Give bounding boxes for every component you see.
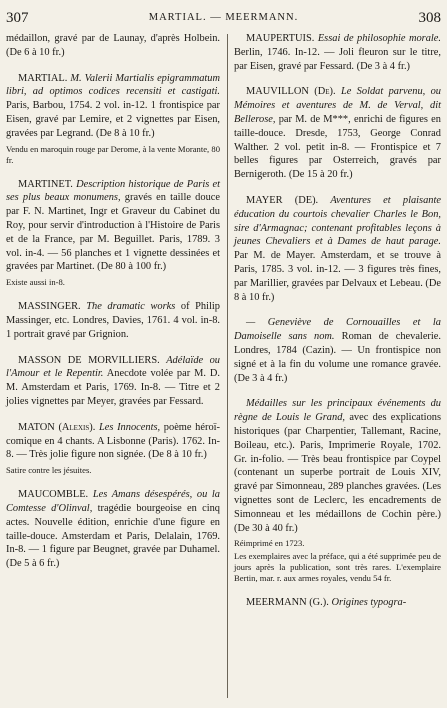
entry-author: MAUPERTUIS. xyxy=(246,33,315,44)
entry-holbein-continuation xyxy=(6,32,220,60)
entry-title: Origines typogra- xyxy=(331,597,407,609)
entry-text: avec des explications historiques (par Charpentier, Tallemant, Racine, Boileau, etc.). Paris, Imprimerie Royale, 1702. Gr. in-folio. — Très beau frontispice par Coypel (contenant un superbe portrait de Louis XIV, gravé par Simonneau, 289 planches gravées. (Les vignettes sont de Leclerc, les encadrements de Simonneau et les médaillons de Cochin père.) (De 30 à 40 fr.) xyxy=(234,412,441,534)
entry-mauvillon xyxy=(234,85,441,182)
entry-text: poème héroï-comique en 4 chants. A Lisbonne (Paris). 1762. In-8. — Très jolie figure non signée. (De 8 à 10 fr.) xyxy=(6,421,220,461)
entry-genevieve-de-cornouailles xyxy=(234,316,441,385)
entry-author: MAUCOMBLE. xyxy=(18,489,89,501)
entry-note: Existe aussi in-8. xyxy=(6,277,65,288)
entry-author: MAYER (DE). xyxy=(246,194,319,206)
entry-massinger xyxy=(6,300,220,341)
entry-title: Description historique de Paris et ses plus beaux monumens, xyxy=(6,178,220,204)
entry-medailles xyxy=(234,397,441,535)
entry-author: MASSON DE MORVILLIERS. xyxy=(18,354,160,366)
entry-note: Satire contre les jésuites. xyxy=(6,465,92,476)
entry-title: Le Soldat parvenu, ou Mémoires et aventures de M. de Verval, dit Bellerose, xyxy=(234,86,441,125)
page-number-left: 307 xyxy=(6,10,29,26)
entry-note: Les exemplaires avec la préface, qui a été supprimée peu de jours après la publication, sont très rares. L'exemplaire Bertin, mar. r. aux armes royales, vendu 54 fr. xyxy=(234,551,441,584)
entry-author: MARTINET. xyxy=(18,178,73,190)
entry-maucomble xyxy=(6,488,220,571)
entry-note: Vendu en maroquin rouge par Derome, à la vente Morante, 80 fr. xyxy=(6,143,220,165)
entry-author: MAUVILLON (De). xyxy=(246,86,336,98)
running-header xyxy=(6,10,441,28)
entry-title: The dramatic works xyxy=(86,301,176,313)
page-number-right: 308 xyxy=(418,10,441,26)
entry-author: MEERMANN (G.). xyxy=(246,597,329,609)
entry-maupertuis xyxy=(234,32,441,73)
entry-title: Aventures et plaisante éducation du courtois chevalier Charles le Bon, sire d'Armagnac; contenant profitables leçons à jeunes Chevaliers et à Dames de haut parage. xyxy=(234,194,441,248)
entry-title: — Geneviève de Cornouailles et la Damoiselle sans nom. xyxy=(234,317,441,343)
entry-text: Berlin, 1746. In-12. — Joli fleuron sur le titre, par Eisen, gravé par Fessard. (De 3 à 4 fr.) xyxy=(234,46,441,72)
entry-text: of Philip Massinger, etc. Londres, Davies, 1761. 4 vol. in-8. 1 portrait gravé par Grignion. xyxy=(6,301,220,340)
entry-title: Médailles sur les principaux événements du règne de Louis le Grand, xyxy=(234,398,441,424)
entry-text: par M. de M***, enrichi de figures en taille-douce. Dresde, 1753, George Conrad Walther. 2 vol. petit in-8. — Frontispice et 7 belles figures par Osterreich, gravés par Bernigeroth. (De 15 à 20 fr.) xyxy=(234,113,441,181)
entry-text: Anecdote volée par M. D. M. Amsterdam et Paris, 1769. In-8. — Titre et 2 jolies vignettes par Meyer, gravées par Fessard. xyxy=(6,368,220,407)
entry-title: Les Amans désespérés, ou la Comtesse d'Olinval, xyxy=(6,489,220,514)
entry-title: Adélaïde ou l'Amour et le Repentir. xyxy=(6,354,220,380)
entry-text: tragédie bourgeoise en cinq actes. Nouvelle édition, enrichie d'une figure en taille-douce. Amsterdam et Paris, Delalain, 1769. In-8. — 1 figure par Beugnet, gravée par Duhamel. (De 5 à 6 fr.) xyxy=(6,502,220,570)
running-title: MARTIAL. — MEERMANN. xyxy=(148,12,299,23)
entry-text: Roman de chevalerie. Londres, 1784 (Cazin). — Un frontispice non signé et à la fin du volume une romance gravée. (De 3 à 4 fr.) xyxy=(234,331,441,384)
entry-martial xyxy=(6,72,220,141)
entry-text: Paris, Barbou, 1754. 2 vol. in-12. 1 frontispice par Eisen, gravé par Lemire, et 2 vignettes par Eisen, gravées par Legrand. (De 8 à 10 fr.) xyxy=(6,100,220,139)
entry-title: Essai de philosophie morale. xyxy=(317,33,441,44)
entry-maton xyxy=(6,421,220,462)
entry-note-reprint: Réimprimé en 1723. xyxy=(234,538,305,549)
entry-mayer xyxy=(234,194,441,304)
entry-text: Par M. de Mayer. Amsterdam, et se trouve à Paris, 1785. 3 vol. in-12. — 3 figures très fines, par Marillier, gravées par Delvaux et Lebeau. (De 8 à 10 fr.) xyxy=(234,250,442,303)
entry-martinet xyxy=(6,178,220,275)
entry-author: MARTIAL. xyxy=(18,72,68,84)
entry-author: MATON (Alexis). xyxy=(18,421,96,433)
entry-masson-de-morvilliers xyxy=(6,354,220,409)
column-divider xyxy=(227,34,228,698)
entry-text: gravés en taille douce par F. N. Martinet, Ingr et Graveur du Cabinet du Roy, pour servir d'introduction à l'Histoire de Paris et de la France, par M. Beguillet. Paris, 1789. 3 vol. in-4. — 56 planches et 1 vignette dessinées et gravées par Martinet. (De 80 à 100 fr.) xyxy=(6,192,220,273)
entry-author: MASSINGER. xyxy=(18,301,81,313)
left-column xyxy=(6,32,220,708)
right-column xyxy=(234,32,441,708)
entry-meermann xyxy=(234,596,441,610)
entry-text: médaillon, gravé par de Launay, d'après Holbein. (De 6 à 10 fr.) xyxy=(6,33,220,58)
entry-title: M. Valerii Martialis epigrammatum libri, ad optimos codices recensiti et castigati. xyxy=(6,72,220,98)
entry-title: Les Innocents, xyxy=(98,421,161,433)
